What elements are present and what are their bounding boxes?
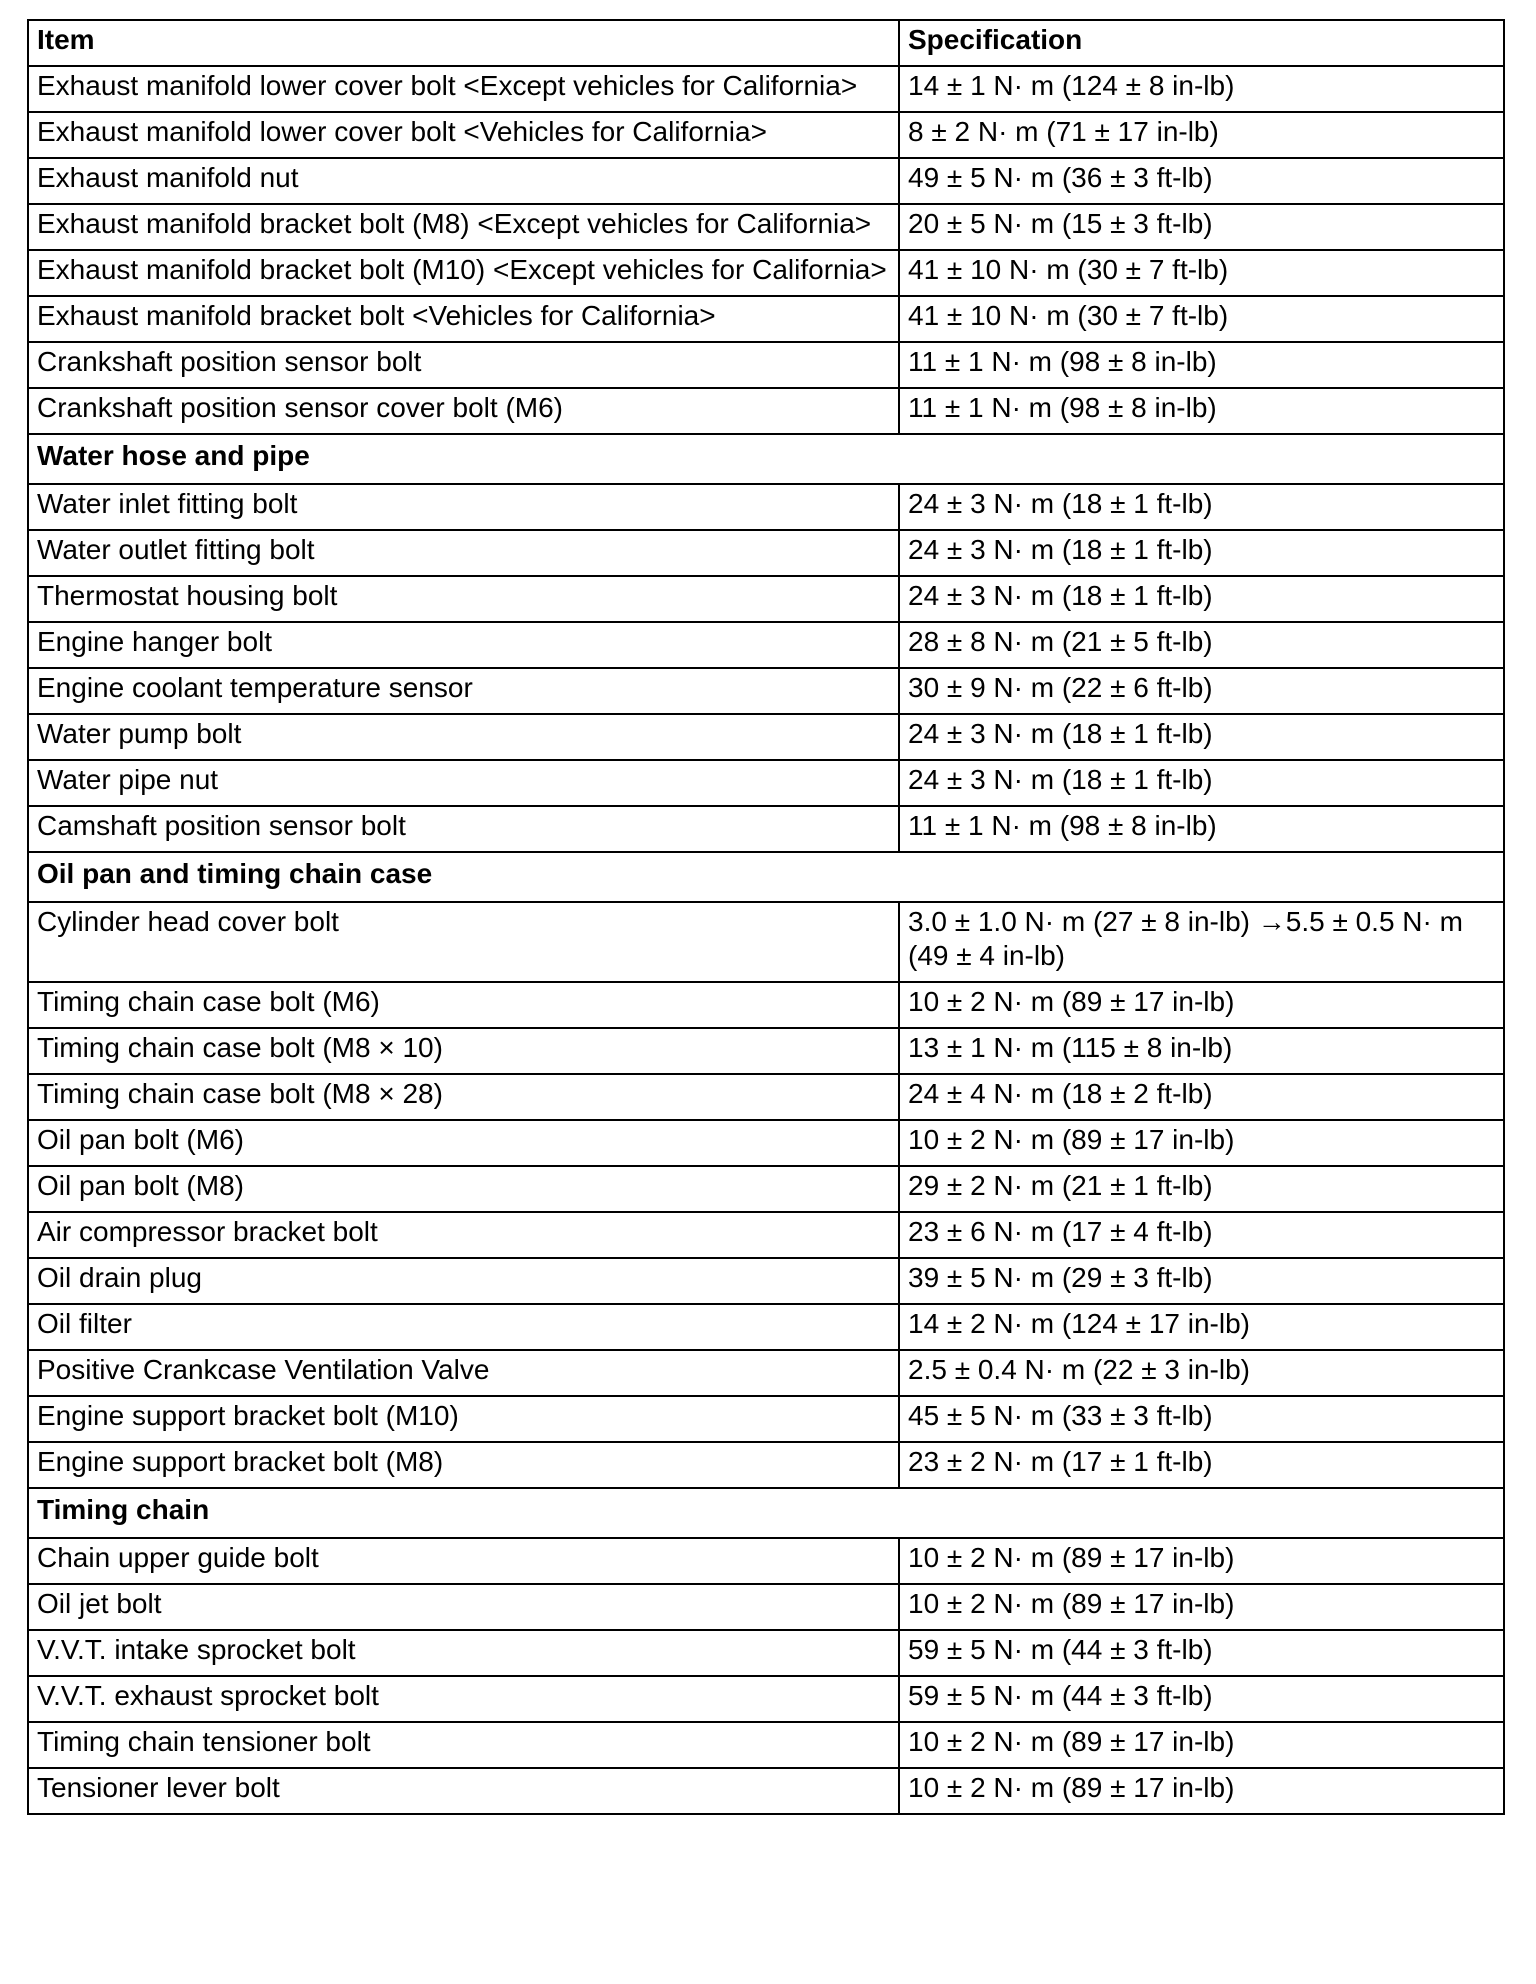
- table-row: [28, 668, 1504, 714]
- item-cell: Thermostat housing bolt: [28, 576, 899, 622]
- spec-cell: 14 ± 1 N· m (124 ± 8 in-lb): [899, 66, 1504, 112]
- spec-cell: 23 ± 2 N· m (17 ± 1 ft-lb): [899, 1442, 1504, 1488]
- section-row: [28, 852, 1504, 902]
- table-row: [28, 760, 1504, 806]
- spec-cell: 30 ± 9 N· m (22 ± 6 ft-lb): [899, 668, 1504, 714]
- table-row: [28, 1722, 1504, 1768]
- spec-cell: 11 ± 1 N· m (98 ± 8 in-lb): [899, 806, 1504, 852]
- spec-cell: 2.5 ± 0.4 N· m (22 ± 3 in-lb): [899, 1350, 1504, 1396]
- table-body: [28, 66, 1504, 1814]
- spec-cell: 10 ± 2 N· m (89 ± 17 in-lb): [899, 1584, 1504, 1630]
- item-cell: Exhaust manifold bracket bolt <Vehicles for California>: [28, 296, 899, 342]
- item-cell: Exhaust manifold bracket bolt (M10) <Except vehicles for California>: [28, 250, 899, 296]
- item-cell: Crankshaft position sensor bolt: [28, 342, 899, 388]
- item-cell: Chain upper guide bolt: [28, 1538, 899, 1584]
- item-cell: Exhaust manifold lower cover bolt <Vehicles for California>: [28, 112, 899, 158]
- table-row: [28, 1028, 1504, 1074]
- table-row: [28, 1166, 1504, 1212]
- table-row: [28, 576, 1504, 622]
- section-title: Water hose and pipe: [28, 434, 1504, 484]
- item-cell: V.V.T. intake sprocket bolt: [28, 1630, 899, 1676]
- item-cell: Crankshaft position sensor cover bolt (M6): [28, 388, 899, 434]
- item-cell: Engine support bracket bolt (M8): [28, 1442, 899, 1488]
- item-cell: Cylinder head cover bolt: [28, 902, 899, 982]
- item-cell: Engine support bracket bolt (M10): [28, 1396, 899, 1442]
- table-row: [28, 342, 1504, 388]
- item-cell: Exhaust manifold lower cover bolt <Except vehicles for California>: [28, 66, 899, 112]
- spec-cell: 24 ± 3 N· m (18 ± 1 ft-lb): [899, 576, 1504, 622]
- spec-cell: 3.0 ± 1.0 N· m (27 ± 8 in-lb) →5.5 ± 0.5 N· m (49 ± 4 in-lb): [899, 902, 1504, 982]
- spec-cell: 29 ± 2 N· m (21 ± 1 ft-lb): [899, 1166, 1504, 1212]
- spec-cell: 10 ± 2 N· m (89 ± 17 in-lb): [899, 982, 1504, 1028]
- table-row: [28, 158, 1504, 204]
- table-row: [28, 902, 1504, 982]
- item-cell: Timing chain case bolt (M6): [28, 982, 899, 1028]
- item-cell: Camshaft position sensor bolt: [28, 806, 899, 852]
- table-row: [28, 388, 1504, 434]
- spec-cell: 24 ± 3 N· m (18 ± 1 ft-lb): [899, 760, 1504, 806]
- table-row: [28, 296, 1504, 342]
- item-cell: Positive Crankcase Ventilation Valve: [28, 1350, 899, 1396]
- table-row: [28, 112, 1504, 158]
- item-cell: Engine hanger bolt: [28, 622, 899, 668]
- table-row: [28, 530, 1504, 576]
- spec-cell: 11 ± 1 N· m (98 ± 8 in-lb): [899, 388, 1504, 434]
- item-cell: Timing chain tensioner bolt: [28, 1722, 899, 1768]
- item-cell: Timing chain case bolt (M8 × 28): [28, 1074, 899, 1120]
- item-cell: Oil jet bolt: [28, 1584, 899, 1630]
- item-cell: Oil pan bolt (M8): [28, 1166, 899, 1212]
- spec-cell: 24 ± 4 N· m (18 ± 2 ft-lb): [899, 1074, 1504, 1120]
- torque-spec-table: [27, 19, 1505, 1815]
- table-row: [28, 714, 1504, 760]
- table-row: [28, 982, 1504, 1028]
- table-row: [28, 1396, 1504, 1442]
- item-cell: V.V.T. exhaust sprocket bolt: [28, 1676, 899, 1722]
- table-row: [28, 1584, 1504, 1630]
- spec-cell: 14 ± 2 N· m (124 ± 17 in-lb): [899, 1304, 1504, 1350]
- spec-cell: 23 ± 6 N· m (17 ± 4 ft-lb): [899, 1212, 1504, 1258]
- item-cell: Engine coolant temperature sensor: [28, 668, 899, 714]
- item-cell: Exhaust manifold nut: [28, 158, 899, 204]
- item-cell: Exhaust manifold bracket bolt (M8) <Except vehicles for California>: [28, 204, 899, 250]
- table-row: [28, 1120, 1504, 1166]
- section-row: [28, 434, 1504, 484]
- spec-cell: 10 ± 2 N· m (89 ± 17 in-lb): [899, 1768, 1504, 1814]
- table-row: [28, 204, 1504, 250]
- spec-cell: 41 ± 10 N· m (30 ± 7 ft-lb): [899, 250, 1504, 296]
- item-cell: Oil drain plug: [28, 1258, 899, 1304]
- table-row: [28, 1538, 1504, 1584]
- spec-cell: 10 ± 2 N· m (89 ± 17 in-lb): [899, 1538, 1504, 1584]
- item-cell: Air compressor bracket bolt: [28, 1212, 899, 1258]
- spec-cell: 11 ± 1 N· m (98 ± 8 in-lb): [899, 342, 1504, 388]
- table-row: [28, 1630, 1504, 1676]
- spec-cell: 13 ± 1 N· m (115 ± 8 in-lb): [899, 1028, 1504, 1074]
- table-row: [28, 484, 1504, 530]
- table-row: [28, 806, 1504, 852]
- item-cell: Water outlet fitting bolt: [28, 530, 899, 576]
- item-cell: Tensioner lever bolt: [28, 1768, 899, 1814]
- spec-cell: 28 ± 8 N· m (21 ± 5 ft-lb): [899, 622, 1504, 668]
- table-row: [28, 1074, 1504, 1120]
- spec-cell: 59 ± 5 N· m (44 ± 3 ft-lb): [899, 1676, 1504, 1722]
- item-cell: Oil pan bolt (M6): [28, 1120, 899, 1166]
- table-row: [28, 1350, 1504, 1396]
- header-specification: Specification: [899, 20, 1504, 66]
- table-row: [28, 1442, 1504, 1488]
- section-title: Timing chain: [28, 1488, 1504, 1538]
- section-title: Oil pan and timing chain case: [28, 852, 1504, 902]
- spec-cell: 41 ± 10 N· m (30 ± 7 ft-lb): [899, 296, 1504, 342]
- item-cell: Water pump bolt: [28, 714, 899, 760]
- item-cell: Oil filter: [28, 1304, 899, 1350]
- table-row: [28, 1258, 1504, 1304]
- section-row: [28, 1488, 1504, 1538]
- item-cell: Timing chain case bolt (M8 × 10): [28, 1028, 899, 1074]
- spec-cell: 20 ± 5 N· m (15 ± 3 ft-lb): [899, 204, 1504, 250]
- spec-cell: 24 ± 3 N· m (18 ± 1 ft-lb): [899, 484, 1504, 530]
- spec-cell: 45 ± 5 N· m (33 ± 3 ft-lb): [899, 1396, 1504, 1442]
- item-cell: Water inlet fitting bolt: [28, 484, 899, 530]
- header-row: [28, 20, 1504, 66]
- table-row: [28, 622, 1504, 668]
- table-row: [28, 66, 1504, 112]
- item-cell: Water pipe nut: [28, 760, 899, 806]
- table-row: [28, 1676, 1504, 1722]
- spec-cell: 59 ± 5 N· m (44 ± 3 ft-lb): [899, 1630, 1504, 1676]
- table-row: [28, 1304, 1504, 1350]
- spec-cell: 8 ± 2 N· m (71 ± 17 in-lb): [899, 112, 1504, 158]
- spec-cell: 49 ± 5 N· m (36 ± 3 ft-lb): [899, 158, 1504, 204]
- spec-cell: 10 ± 2 N· m (89 ± 17 in-lb): [899, 1120, 1504, 1166]
- spec-cell: 24 ± 3 N· m (18 ± 1 ft-lb): [899, 714, 1504, 760]
- table-row: [28, 1212, 1504, 1258]
- table-row: [28, 1768, 1504, 1814]
- spec-cell: 10 ± 2 N· m (89 ± 17 in-lb): [899, 1722, 1504, 1768]
- spec-cell: 24 ± 3 N· m (18 ± 1 ft-lb): [899, 530, 1504, 576]
- spec-cell: 39 ± 5 N· m (29 ± 3 ft-lb): [899, 1258, 1504, 1304]
- table-row: [28, 250, 1504, 296]
- header-item: Item: [28, 20, 899, 66]
